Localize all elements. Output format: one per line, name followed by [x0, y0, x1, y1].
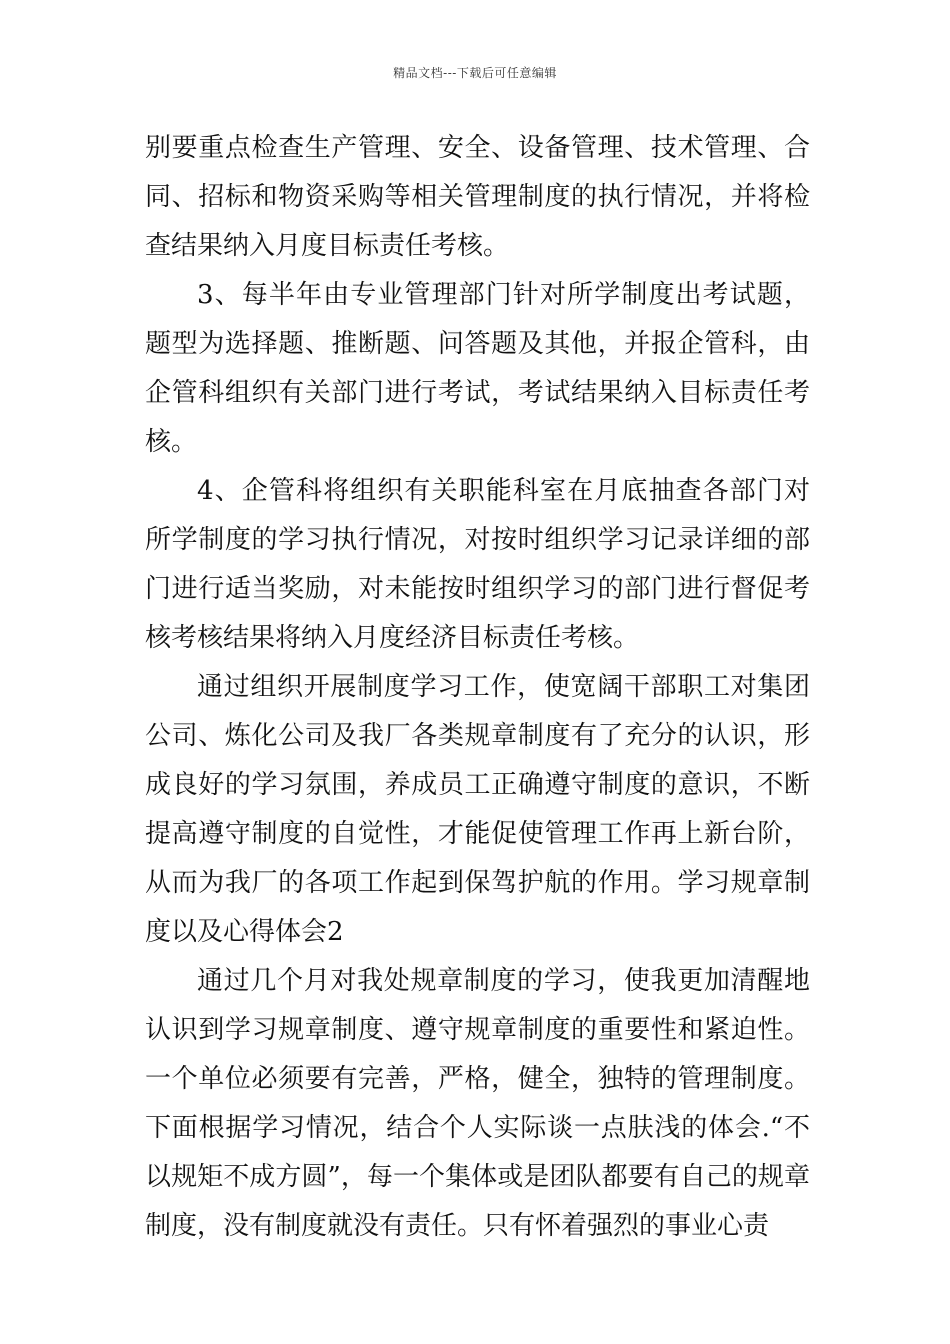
paragraph-item-4: 4、企管科将组织有关职能科室在月底抽查各部门对所学制度的学习执行情况，对按时组织学习记录详细的部门进行适当奖励，对未能按时组织学习的部门进行督促考核考核结果将纳入月度经济目标责任考核。 [145, 476, 810, 653]
document-body [145, 124, 810, 1251]
paragraph-summary: 通过组织开展制度学习工作，使宽阔干部职工对集团公司、炼化公司及我厂各类规章制度有了充分的认识，形成良好的学习氛围，养成员工正确遵守制度的意识，不断提高遵守制度的自觉性，才能促使管理工作再上新台阶，从而为我厂的各项工作起到保驾护航的作用。学习规章制度以及心得体会2 [145, 672, 810, 947]
paragraph-continuation: 别要重点检查生产管理、安全、设备管理、技术管理、合同、招标和物资采购等相关管理制度的执行情况，并将检查结果纳入月度目标责任考核。 [145, 133, 810, 261]
page-header: 精品文档---下载后可任意编辑 [393, 66, 557, 80]
paragraph-experience: 通过几个月对我处规章制度的学习，使我更加清醒地认识到学习规章制度、遵守规章制度的重要性和紧迫性。一个单位必须要有完善，严格，健全，独特的管理制度。下面根据学习情况，结合个人实际谈一点肤浅的体会.“不以规矩不成方圆”，每一个集体或是团队都要有自己的规章制度，没有制度就没有责任。只有怀着强烈的事业心责 [145, 966, 810, 1241]
paragraph-item-3: 3、每半年由专业管理部门针对所学制度出考试题，题型为选择题、推断题、问答题及其他，并报企管科，由企管科组织有关部门进行考试，考试结果纳入目标责任考核。 [145, 280, 810, 457]
